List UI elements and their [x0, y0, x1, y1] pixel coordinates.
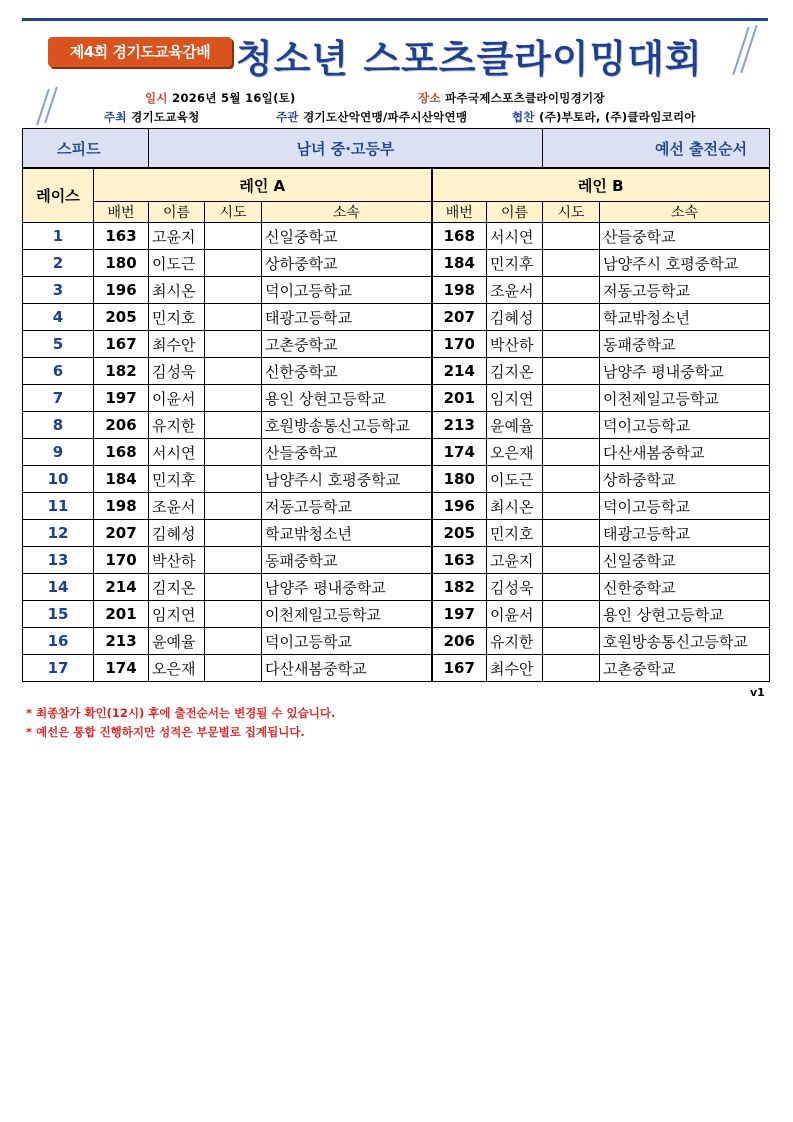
lane-a-bib: 207 — [94, 520, 149, 547]
lane-a-bib: 205 — [94, 304, 149, 331]
lane-b-name: 민지호 — [487, 520, 543, 547]
table-row — [23, 466, 770, 493]
lane-a-affiliation: 이천제일고등학교 — [262, 601, 432, 628]
lane-b-affiliation: 용인 상현고등학교 — [600, 601, 770, 628]
lane-a-bib: 206 — [94, 412, 149, 439]
lane-b-affiliation: 학교밖청소년 — [600, 304, 770, 331]
lane-b-name: 조윤서 — [487, 277, 543, 304]
lane-b-affiliation: 동패중학교 — [600, 331, 770, 358]
lane-a-name: 이도근 — [149, 250, 205, 277]
race-header: 레이스 — [23, 168, 94, 223]
lane-a-bib: 196 — [94, 277, 149, 304]
lane-a-name: 민지후 — [149, 466, 205, 493]
lane-a-attempt — [205, 385, 262, 412]
lane-b-bib: 180 — [432, 466, 487, 493]
lane-b-affiliation: 고촌중학교 — [600, 655, 770, 682]
lane-a-bib: 197 — [94, 385, 149, 412]
lane-a-attempt — [205, 601, 262, 628]
lane-a-affiliation: 신한중학교 — [262, 358, 432, 385]
lane-b-bib: 197 — [432, 601, 487, 628]
lane-a-attempt — [205, 628, 262, 655]
lane-a-name: 김혜성 — [149, 520, 205, 547]
lane-b-name: 이윤서 — [487, 601, 543, 628]
lane-a-bib: 163 — [94, 223, 149, 250]
lane-a-attempt — [205, 466, 262, 493]
lane-b-attempt — [543, 358, 600, 385]
lane-b-bib: 206 — [432, 628, 487, 655]
decor-slash — [36, 89, 50, 126]
lane-a-affiliation: 남양주 평내중학교 — [262, 574, 432, 601]
col-attempt-b: 시도 — [543, 202, 600, 223]
lane-a-affiliation: 저동고등학교 — [262, 493, 432, 520]
venue-line — [418, 90, 605, 106]
lane-b-affiliation: 남양주 평내중학교 — [600, 358, 770, 385]
race-number: 11 — [23, 493, 94, 520]
lane-a-name: 고윤지 — [149, 223, 205, 250]
lane-b-attempt — [543, 493, 600, 520]
lane-b-name: 윤예율 — [487, 412, 543, 439]
lane-a-name: 윤예율 — [149, 628, 205, 655]
lane-b-attempt — [543, 331, 600, 358]
table-row — [23, 601, 770, 628]
lane-b-attempt — [543, 385, 600, 412]
sponsor-label: 협찬 — [512, 110, 535, 124]
lane-b-name: 박산하 — [487, 331, 543, 358]
lane-b-name: 김성욱 — [487, 574, 543, 601]
lane-b-bib: 198 — [432, 277, 487, 304]
lane-b-bib: 213 — [432, 412, 487, 439]
lane-b-bib: 167 — [432, 655, 487, 682]
lane-b-affiliation: 신일중학교 — [600, 547, 770, 574]
lane-b-name: 김혜성 — [487, 304, 543, 331]
start-order-table — [22, 128, 770, 682]
race-number: 14 — [23, 574, 94, 601]
lane-a-attempt — [205, 358, 262, 385]
lane-a-attempt — [205, 547, 262, 574]
edition-badge: 제4회 경기도교육감배 — [48, 37, 232, 67]
lane-a-bib: 201 — [94, 601, 149, 628]
lane-b-name: 김지온 — [487, 358, 543, 385]
col-affiliation-a: 소속 — [262, 202, 432, 223]
lane-a-bib: 198 — [94, 493, 149, 520]
lane-b-affiliation: 호원방송통신고등학교 — [600, 628, 770, 655]
lane-a-attempt — [205, 277, 262, 304]
organizer-value: 경기도산악연맹/파주시산악연맹 — [303, 110, 468, 124]
lane-a-attempt — [205, 520, 262, 547]
lane-a-attempt — [205, 412, 262, 439]
lane-b-bib: 182 — [432, 574, 487, 601]
lane-a-name: 조윤서 — [149, 493, 205, 520]
lane-b-affiliation: 저동고등학교 — [600, 277, 770, 304]
lane-b-attempt — [543, 223, 600, 250]
race-number: 9 — [23, 439, 94, 466]
lane-a-affiliation: 산들중학교 — [262, 439, 432, 466]
lane-b-attempt — [543, 250, 600, 277]
venue-value: 파주국제스포츠클라이밍경기장 — [445, 91, 605, 105]
version-label: v1 — [750, 686, 765, 699]
organizer-line — [276, 109, 467, 125]
lane-a-affiliation: 신일중학교 — [262, 223, 432, 250]
lane-b-bib: 201 — [432, 385, 487, 412]
column-header-row — [23, 202, 770, 223]
lane-b-name: 임지연 — [487, 385, 543, 412]
lane-b-affiliation: 덕이고등학교 — [600, 412, 770, 439]
lane-a-name: 김성욱 — [149, 358, 205, 385]
lane-a-affiliation: 태광고등학교 — [262, 304, 432, 331]
sponsor-line — [512, 109, 696, 125]
lane-b-affiliation: 덕이고등학교 — [600, 493, 770, 520]
lane-a-name: 최시온 — [149, 277, 205, 304]
lane-b-affiliation: 상하중학교 — [600, 466, 770, 493]
lane-a-affiliation: 고촌중학교 — [262, 331, 432, 358]
lane-b-name: 이도근 — [487, 466, 543, 493]
lane-a-name: 서시연 — [149, 439, 205, 466]
heat-type: 예선 출전순서 — [543, 129, 770, 169]
lane-b-header: 레인 B — [432, 168, 770, 202]
sponsor-value: (주)부토라, (주)클라임코리아 — [539, 110, 696, 124]
col-bib-b: 배번 — [432, 202, 487, 223]
lane-b-attempt — [543, 304, 600, 331]
lane-b-attempt — [543, 628, 600, 655]
lane-a-name: 이윤서 — [149, 385, 205, 412]
table-row — [23, 520, 770, 547]
race-number: 10 — [23, 466, 94, 493]
lane-a-affiliation: 남양주시 호평중학교 — [262, 466, 432, 493]
table-row — [23, 493, 770, 520]
lane-b-name: 유지한 — [487, 628, 543, 655]
race-number: 2 — [23, 250, 94, 277]
lane-a-attempt — [205, 250, 262, 277]
lane-b-bib: 170 — [432, 331, 487, 358]
table-row — [23, 412, 770, 439]
lane-b-name: 민지후 — [487, 250, 543, 277]
lane-a-affiliation: 덕이고등학교 — [262, 277, 432, 304]
race-number: 4 — [23, 304, 94, 331]
lane-b-affiliation: 신한중학교 — [600, 574, 770, 601]
lane-b-bib: 174 — [432, 439, 487, 466]
table-row — [23, 358, 770, 385]
col-name-b: 이름 — [487, 202, 543, 223]
race-number: 7 — [23, 385, 94, 412]
table-row — [23, 439, 770, 466]
lane-b-attempt — [543, 655, 600, 682]
table-row — [23, 655, 770, 682]
table-row — [23, 547, 770, 574]
lane-a-attempt — [205, 304, 262, 331]
col-affiliation-b: 소속 — [600, 202, 770, 223]
lane-a-affiliation: 덕이고등학교 — [262, 628, 432, 655]
lane-b-affiliation: 다산새봄중학교 — [600, 439, 770, 466]
lane-a-bib: 170 — [94, 547, 149, 574]
date-value: 2026년 5월 16일(토) — [172, 91, 296, 105]
lane-b-affiliation: 태광고등학교 — [600, 520, 770, 547]
lane-b-bib: 207 — [432, 304, 487, 331]
lane-a-bib: 167 — [94, 331, 149, 358]
lane-a-attempt — [205, 574, 262, 601]
division-name: 남녀 중·고등부 — [149, 129, 543, 169]
race-number: 15 — [23, 601, 94, 628]
lane-a-bib: 184 — [94, 466, 149, 493]
lane-b-attempt — [543, 412, 600, 439]
lane-a-affiliation: 학교밖청소년 — [262, 520, 432, 547]
lane-a-bib: 214 — [94, 574, 149, 601]
lane-a-attempt — [205, 439, 262, 466]
lane-a-name: 유지한 — [149, 412, 205, 439]
page-title: 청소년 스포츠클라이밍대회 — [236, 37, 703, 81]
col-bib-a: 배번 — [94, 202, 149, 223]
lane-a-attempt — [205, 655, 262, 682]
lane-a-affiliation: 상하중학교 — [262, 250, 432, 277]
col-name-a: 이름 — [149, 202, 205, 223]
lane-b-name: 고윤지 — [487, 547, 543, 574]
host-label: 주최 — [104, 110, 127, 124]
note-1: * 최종참가 확인(12시) 후에 출전순서는 변경될 수 있습니다. — [26, 706, 336, 720]
decor-slash — [740, 25, 757, 73]
table-row — [23, 250, 770, 277]
lane-b-bib: 163 — [432, 547, 487, 574]
note-2: * 예선은 통합 진행하지만 성적은 부문별로 집계됩니다. — [26, 725, 305, 739]
lane-a-bib: 213 — [94, 628, 149, 655]
lane-a-affiliation: 호원방송통신고등학교 — [262, 412, 432, 439]
lane-b-attempt — [543, 466, 600, 493]
lane-a-attempt — [205, 493, 262, 520]
organizer-label: 주관 — [276, 110, 299, 124]
host-value: 경기도교육청 — [131, 110, 200, 124]
lane-a-affiliation: 동패중학교 — [262, 547, 432, 574]
venue-label: 장소 — [418, 91, 441, 105]
lane-a-bib: 182 — [94, 358, 149, 385]
table-row — [23, 331, 770, 358]
lane-b-attempt — [543, 601, 600, 628]
lane-a-name: 최수안 — [149, 331, 205, 358]
lane-b-affiliation: 남양주시 호평중학교 — [600, 250, 770, 277]
lane-a-header: 레인 A — [94, 168, 432, 202]
lane-a-name: 임지연 — [149, 601, 205, 628]
host-line — [104, 109, 200, 125]
lane-a-bib: 180 — [94, 250, 149, 277]
race-number: 8 — [23, 412, 94, 439]
event-name: 스피드 — [23, 129, 149, 169]
date-line — [145, 90, 296, 106]
lane-b-attempt — [543, 574, 600, 601]
lane-a-attempt — [205, 223, 262, 250]
lane-a-name: 박산하 — [149, 547, 205, 574]
lane-b-bib: 196 — [432, 493, 487, 520]
lane-b-name: 오은재 — [487, 439, 543, 466]
lane-b-bib: 205 — [432, 520, 487, 547]
lane-a-name: 김지온 — [149, 574, 205, 601]
table-title-row — [23, 129, 770, 169]
col-attempt-a: 시도 — [205, 202, 262, 223]
race-number: 1 — [23, 223, 94, 250]
table-row — [23, 628, 770, 655]
lane-b-attempt — [543, 520, 600, 547]
header-top-rule — [22, 18, 768, 21]
race-number: 3 — [23, 277, 94, 304]
lane-b-name: 최수안 — [487, 655, 543, 682]
race-number: 17 — [23, 655, 94, 682]
race-number: 12 — [23, 520, 94, 547]
race-number: 16 — [23, 628, 94, 655]
lane-header-row — [23, 168, 770, 202]
document-header — [0, 0, 793, 130]
table-row — [23, 304, 770, 331]
lane-a-affiliation: 용인 상현고등학교 — [262, 385, 432, 412]
lane-b-affiliation: 이천제일고등학교 — [600, 385, 770, 412]
lane-b-attempt — [543, 439, 600, 466]
table-row — [23, 574, 770, 601]
table-row — [23, 385, 770, 412]
race-number: 13 — [23, 547, 94, 574]
lane-a-affiliation: 다산새봄중학교 — [262, 655, 432, 682]
lane-b-bib: 214 — [432, 358, 487, 385]
lane-a-bib: 168 — [94, 439, 149, 466]
lane-a-attempt — [205, 331, 262, 358]
race-number: 6 — [23, 358, 94, 385]
table-row — [23, 223, 770, 250]
lane-b-attempt — [543, 547, 600, 574]
lane-a-name: 민지호 — [149, 304, 205, 331]
lane-a-name: 오은재 — [149, 655, 205, 682]
lane-b-bib: 168 — [432, 223, 487, 250]
lane-b-attempt — [543, 277, 600, 304]
lane-b-affiliation: 산들중학교 — [600, 223, 770, 250]
lane-a-bib: 174 — [94, 655, 149, 682]
lane-b-bib: 184 — [432, 250, 487, 277]
lane-b-name: 최시온 — [487, 493, 543, 520]
race-number: 5 — [23, 331, 94, 358]
date-label: 일시 — [145, 91, 168, 105]
lane-b-name: 서시연 — [487, 223, 543, 250]
table-row — [23, 277, 770, 304]
